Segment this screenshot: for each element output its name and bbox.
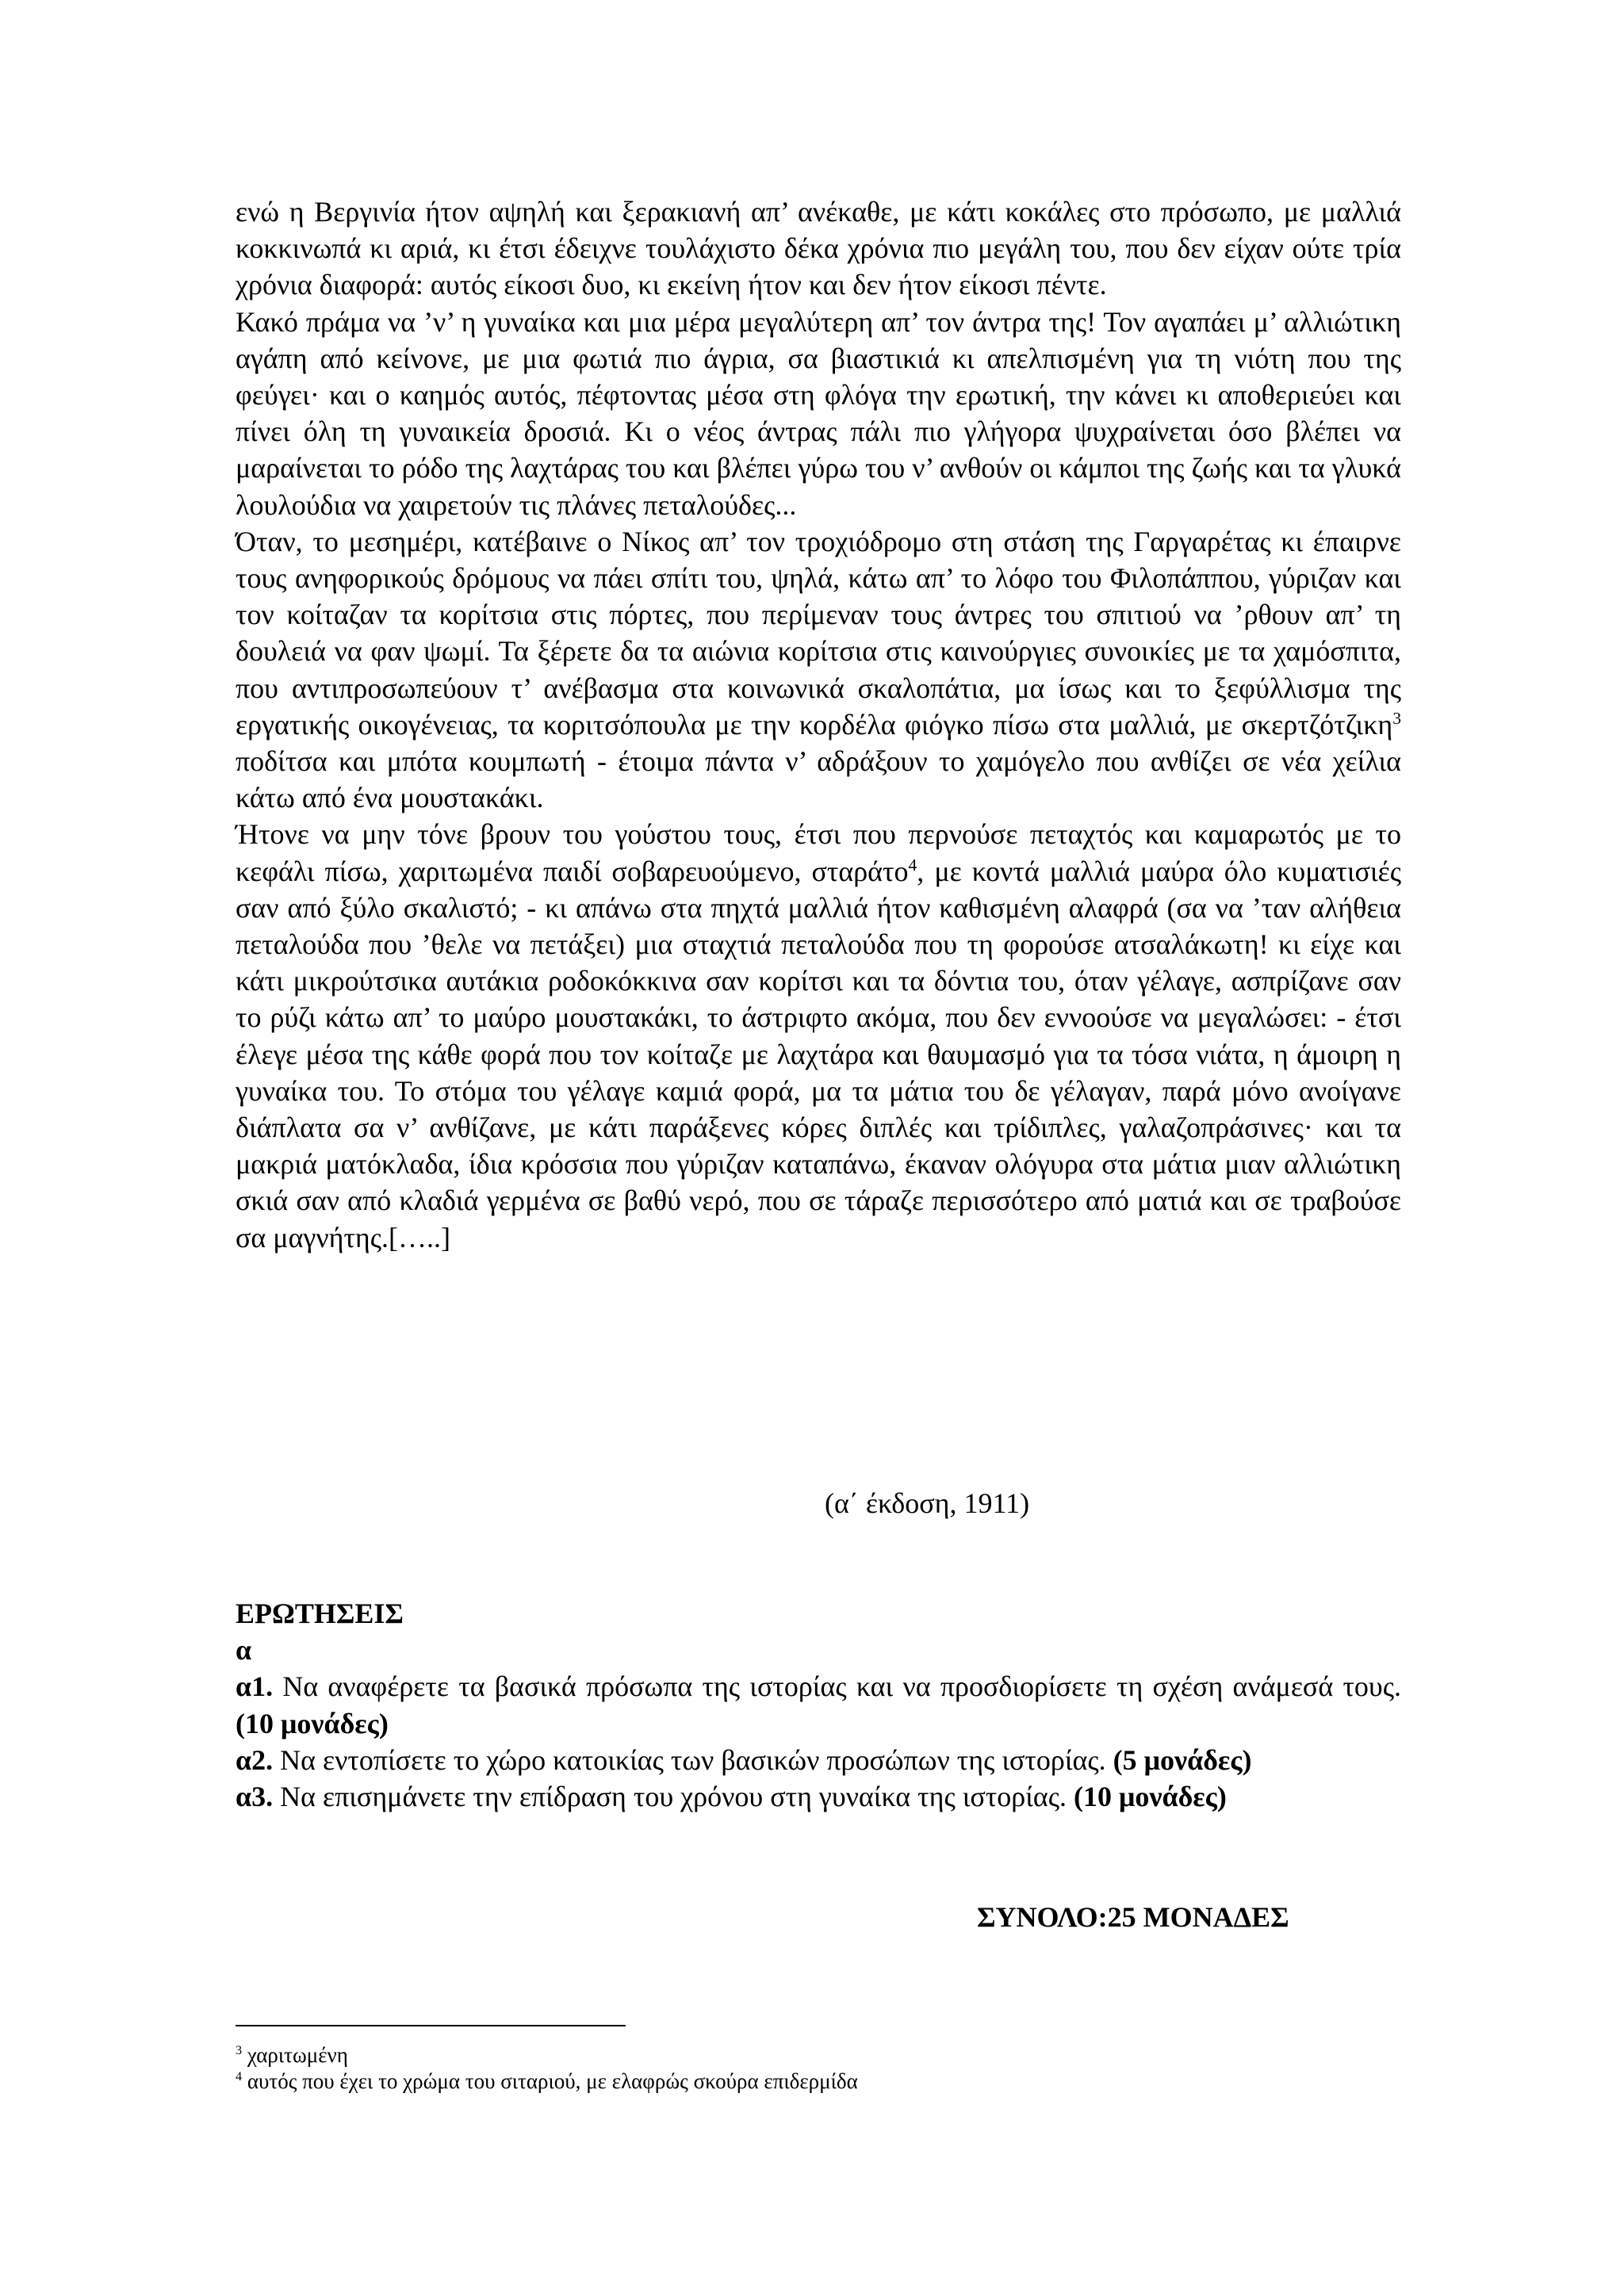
footnote-text: χαριτωμένη bbox=[242, 2043, 348, 2067]
question-group-label: α bbox=[236, 1634, 252, 1667]
paragraph-2: Κακό πράμα να ’ν’ η γυναίκα και μια μέρα μεγαλύτερη απ’ τον άντρα της! Τον αγαπάει μ’ αλλιώτικη αγάπη από κείνονε, με μια φωτιά πιο άγρια, σα βιαστικιά κι απελπισμένη για τη νιότη που της φεύγει· και ο καημός αυτός, πέφτοντας μέσα στη φλόγα την ερωτική, την κάνει κι αποθεριεύει και πίνει όλη τη γυναικεία δροσιά. Κι ο νέος άντρας πάλι πιο γλήγορα ψυχραίνεται όσο βλέπει να μαραίνεται το ρόδο της λαχτάρας του και βλέπει γύρω του ν’ ανθούν οι κάμποι της ζωής και τα γλυκά λουλούδια να χαιρετούν τις πλάνες πεταλούδες... bbox=[236, 305, 1401, 521]
question-points: (10 μονάδες) bbox=[236, 1707, 389, 1739]
paragraph-4 bbox=[236, 816, 1401, 1255]
question-number: α2. bbox=[236, 1743, 274, 1776]
paragraph-4-text: Ήτονε να μην τόνε βρουν του γούστου τους, έτσι που περνούσε πεταχτός και καμαρωτός με το κεφάλι πίσω, χαριτωμένα παιδί σοβαρευούμενο, σταράτο bbox=[236, 818, 1401, 887]
footnote-ref-3: 3 bbox=[1392, 708, 1401, 728]
footnote-ref-4: 4 bbox=[908, 855, 917, 874]
question-number: α3. bbox=[236, 1781, 274, 1813]
footnote-number: 4 bbox=[236, 2069, 243, 2084]
footnotes bbox=[236, 2042, 1401, 2095]
questions-heading: ΕΡΩΤΗΣΕΙΣ bbox=[236, 1598, 404, 1629]
footnote-4 bbox=[236, 2068, 1401, 2095]
paragraph-3 bbox=[236, 523, 1401, 817]
question-points: (5 μονάδες) bbox=[1113, 1743, 1252, 1776]
question-number: α1. bbox=[236, 1670, 274, 1703]
question-text: Να εντοπίσετε το χώρο κατοικίας των βασικών προσώπων της ιστορίας. bbox=[273, 1743, 1113, 1776]
question-item bbox=[236, 1742, 1401, 1778]
footnote-separator bbox=[236, 2025, 626, 2026]
question-item bbox=[236, 1668, 1401, 1741]
paragraph-1: ενώ η Βεργινία ήτον αψηλή και ξερακιανή απ’ ανέκαθε, με κάτι κοκάλες στο πρόσωπο, με μαλλιά κοκκινωπά κι αριά, κι έτσι έδειχνε τουλάχιστο δέκα χρόνια πιο μεγάλη του, που δεν είχαν ούτε τρία χρόνια διαφορά: αυτός είκοσι δυο, κι εκείνη ήτον και δεν ήτον είκοσι πέντε. bbox=[236, 196, 1401, 301]
paragraph-4-text-continued: , με κοντά μαλλιά μαύρα όλο κυματισιές σαν από ξύλο σκαλιστό; - κι απάνω στα πηχτά μαλλιά ήτον καθισμένη αλαφρά (σα να ’ταν αλήθεια πεταλούδα που ’θελε να πετάξει) μια σταχτιά πεταλούδα που τη φορούσε ατσαλάκωτη! κι είχε και κάτι μικρούτσικα αυτάκια ροδοκόκκινα σαν κορίτσι και τα δόντια του, όταν γέλαγε, ασπρίζανε σαν το ρύζι κάτω απ’ το μαύρο μουστακάκι, το άστριφτο ακόμα, που δεν εννοούσε να μεγαλώσει: - έτσι έλεγε μέσα της κάθε φορά που τον κοίταζε με λαχτάρα και θαυμασμό για τα τόσα νιάτα, η άμοιρη η γυναίκα του. Το στόμα του γέλαγε καμιά φορά, μα τα μάτια του δε γέλαγαν, παρά μόνο ανοίγανε διάπλατα σα ν’ ανθίζανε, με κάτι παράξενες κόρες διπλές και τρίδιπλες, γαλαζοπράσινες· και τα μακριά ματόκλαδα, ίδια κρόσσια που γύριζαν καταπάνω, έκαναν ολόγυρα στα μάτια μιαν αλλιώτικη σκιά σαν από κλαδιά γερμένα σε βαθύ νερό, που σε τάραζε περισσότερο από ματιά και σε τραβούσε σα μαγνήτης.[…..] bbox=[236, 855, 1401, 1253]
paragraph-3-text-continued: ποδίτσα και μπότα κουμπωτή - έτοιμα πάντα ν’ αδράξουν το χαμόγελο που ανθίζει σε νέα χείλια κάτω από ένα μουστακάκι. bbox=[236, 745, 1401, 814]
footnote-3 bbox=[236, 2042, 1401, 2068]
question-item bbox=[236, 1778, 1401, 1815]
question-text: Να αναφέρετε τα βασικά πρόσωπα της ιστορίας και να προσδιορίσετε τη σχέση ανάμεσά τους. bbox=[273, 1670, 1401, 1703]
question-points: (10 μονάδες) bbox=[1074, 1781, 1227, 1813]
edition-note: (α΄ έκδοση, 1911) bbox=[825, 1487, 1030, 1519]
questions-section bbox=[236, 1595, 1401, 1815]
question-text: Να επισημάνετε την επίδραση του χρόνου στη γυναίκα της ιστορίας. bbox=[273, 1781, 1074, 1813]
footnote-text: αυτός που έχει το χρώμα του σιταριού, με ελαφρώς σκούρα επιδερμίδα bbox=[242, 2069, 858, 2093]
total-points: ΣΥΝΟΛΟ:25 ΜΟΝΑΔΕΣ bbox=[977, 1901, 1289, 1933]
footnote-number: 3 bbox=[236, 2043, 243, 2057]
story-excerpt bbox=[236, 193, 1401, 1256]
paragraph-3-text: Όταν, το μεσημέρι, κατέβαινε ο Νίκος απ’ τον τροχιόδρομο στη στάση της Γαργαρέτας κι έπαιρνε τους ανηφορικούς δρόμους να πάει σπίτι του, ψηλά, κάτω απ’ το λόφο του Φιλοπάππου, γύριζαν και τον κοίταζαν τα κορίτσια στις πόρτες, που περίμεναν τους άντρες του σπιτιού να ’ρθουν απ’ τη δουλειά να φαν ψωμί. Τα ξέρετε δα τα αιώνια κορίτσια στις καινούργιες συνοικίες με τα χαμόσπιτα, που αντιπροσωπεύουν τ’ ανέβασμα στα κοινωνικά σκαλοπάτια, μα ίσως και το ξεφύλλισμα της εργατικής οικογένειας, τα κοριτσόπουλα με την κορδέλα φιόγκο πίσω στα μαλλιά, με σκερτζότζικη bbox=[236, 525, 1401, 740]
